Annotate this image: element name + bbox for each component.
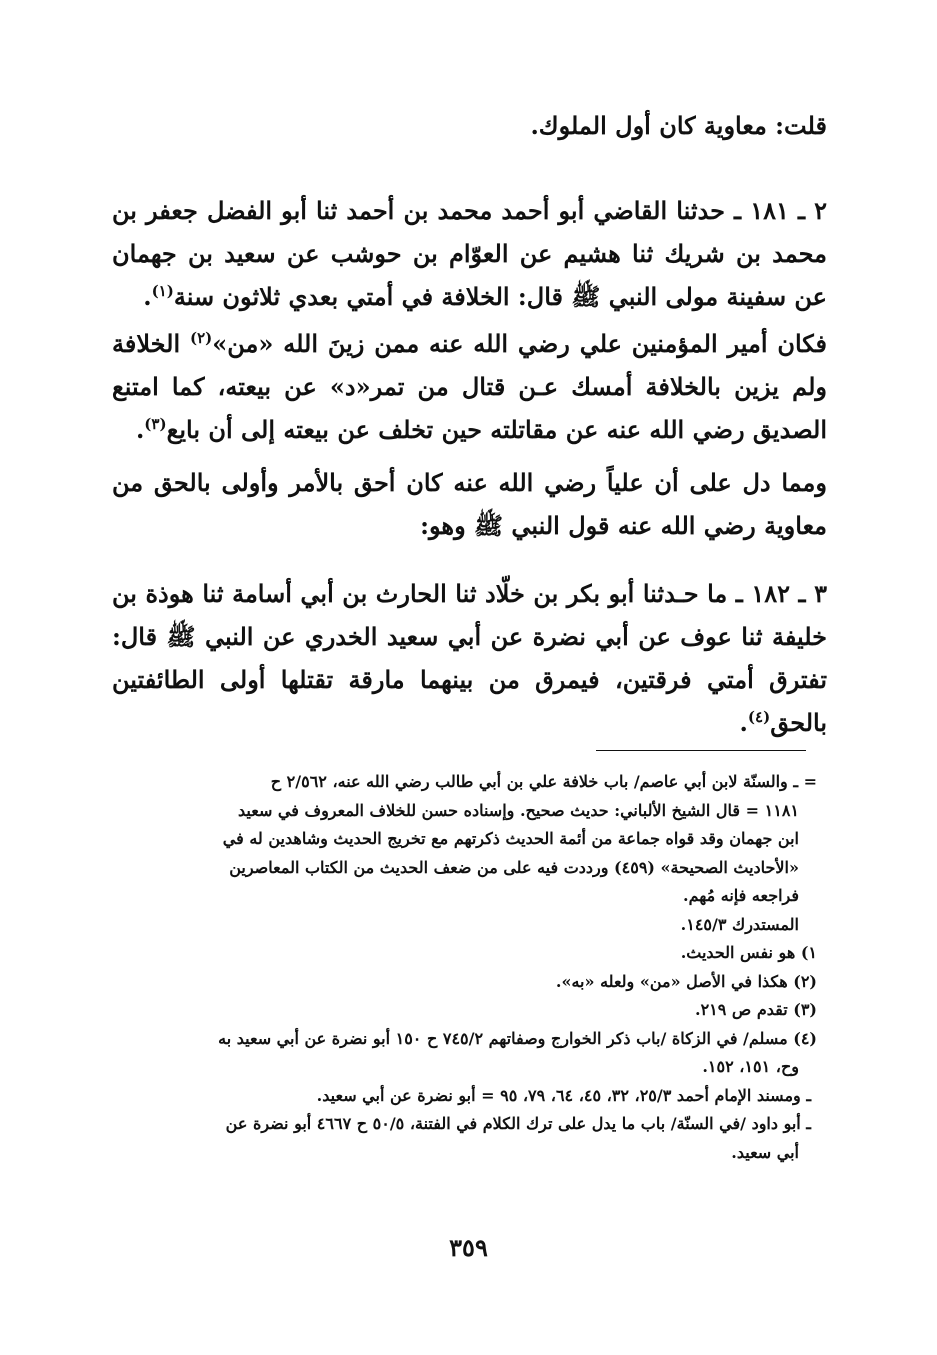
footnote-marker-2: (٢) [189,329,213,347]
hadith-182-text: ٣ ـ ١٨٢ ـ ما حـدثنا أبو بكر بن خلّاد ثنا الحارث بن أبي أسامة ثنا هوذة بن خليفة ثنا عوف عن أبي نضرة عن أبي سعيد الخدري عن النبي ﷺ قال: تفترق أمتي فرقتين، فيمرق من بينهما مارقة تقتلها أولى الطائفتين بالحق [112,579,827,737]
page-number: ٣٥٩ [449,1233,488,1262]
intro-text: قلت: معاوية كان أول الملوك. [530,111,827,140]
footnote-marker-3: (٣) [144,415,167,433]
ali-text-part1: فكان أمير المؤمنين علي رضي الله عنه ممن زينَ الله «من» [212,329,827,358]
footnote-continuation-line: فراجعه فإنه مُهم. [683,886,799,905]
footnote-continuation-line: = ـ والسنّة لابن أبي عاصم/ باب خلافة علي بن أبي طالب رضي الله عنه، ٢/٥٦٢ ح [270,772,817,791]
hadith-181-text: ٢ ـ ١٨١ ـ حدثنا القاضي أبو أحمد محمد بن أحمد ثنا أبو الفضل جعفر بن محمد بن شريك ثنا هشيم عن العوّام بن حوشب عن سعيد بن جهمان عن سفينة مولى النبي ﷺ قال: الخلافة في أمتي بعدي ثلاثون سنة [112,196,827,311]
footnote-4: (٤) مسلم/ في الزكاة /باب ذكر الخوارج وصفاتهم ٧٤٥/٢ ح ١٥٠ أبو نضرة عن أبي سعيد به [218,1028,817,1048]
footnote-3: (٣) تقدم ص ٢١٩. [694,1000,817,1019]
footnote-4-musnad: ـ ومسند الإمام أحمد ٢٥/٣، ٣٢، ٤٥، ٦٤، ٧٩، ٩٥ = أبو نضرة عن أبي سعيد. [316,1085,811,1105]
footnote-marker-4: (٤) [747,708,771,726]
evidence-paragraph [112,461,827,547]
evidence-text: ومما دل على أن علياً رضي الله عنه كان أحق بالأمر وأولى بالحق من معاوية رضي الله عنه قول النبي ﷺ وهو: [112,468,827,540]
hadith-182-end: . [739,708,748,737]
ali-text-part2: الخلافة ولم يزين بالخلافة أمسك عـن قتال من تمر«د» عن بيعته، كما امتنع الصديق رضي الله عنه عن مقاتلته حين تخلف عن بيعته إلى أن بايع [112,329,827,444]
ali-end: . [135,415,145,444]
footnote-continuation-line: «الأحاديث الصحيحة» (٤٥٩) ورددت فيه على من ضعف الحديث من الكتاب المعاصرين [229,857,799,877]
footnote-continuation-line: ابن جهمان وقد قواه جماعة من أئمة الحديث ذكرتهم مع تخريج الحديث وشاهدين له في [222,829,799,848]
footnote-separator [596,750,806,751]
footnote-4-continuation: وح، ١٥١، ١٥٢. [702,1057,799,1076]
hadith-182-paragraph [112,572,827,744]
intro-paragraph [112,104,827,147]
footnotes-section [112,768,817,1167]
ali-paragraph [112,322,827,451]
footnote-1: ١) هو نفس الحديث. [680,943,817,962]
footnote-4-abu-dawud-continuation: أبي سعيد. [731,1142,799,1162]
footnote-4-abu-dawud: ـ أبو داود /في السنّة/ باب ما يدل على ترك الكلام في الفتنة، ٥٠/٥ ح ٤٦٦٧ أبو نضرة عن [225,1114,811,1133]
footnote-continuation-line: المستدرك ١٤٥/٣. [680,914,799,934]
hadith-181-end: . [143,282,152,311]
footnote-continuation-line: ١١٨١ = قال الشيخ الألباني: حديث صحيح. وإسناده حسن للخلاف المعروف في سعيد [238,800,799,820]
hadith-181-paragraph [112,189,827,318]
footnote-marker-1: (١) [151,282,174,300]
footnote-2: (٢) هكذا في الأصل «من» ولعله «به». [555,971,817,991]
